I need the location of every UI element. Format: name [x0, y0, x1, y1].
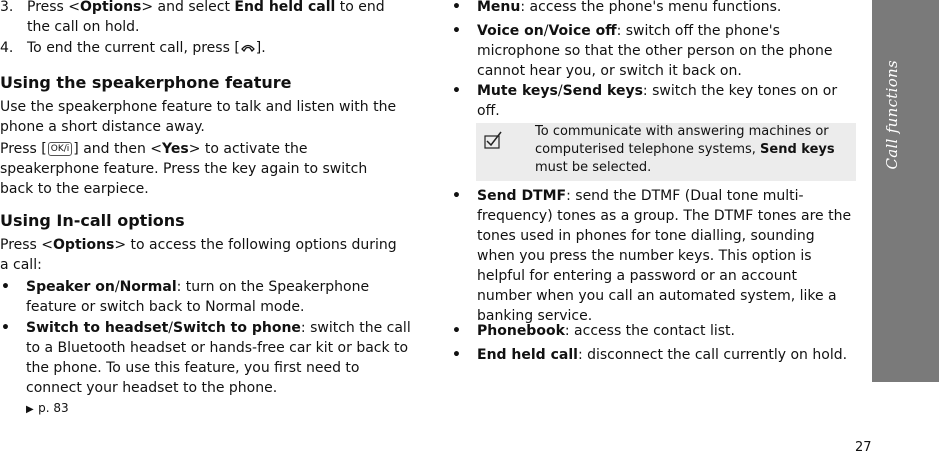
note-box [476, 123, 856, 181]
bullet: • [452, 347, 461, 363]
step-number: 3. [0, 0, 14, 15]
end-call-key-icon [240, 40, 256, 54]
step-text: ]. [255, 40, 266, 56]
step-text: Press < [27, 0, 81, 15]
in-call-intro: Press <Options> to access the following options during a call: [0, 237, 397, 273]
note-text: To communicate with answering machines or computerised telephone systems, Send keys must be selected. [535, 124, 835, 175]
speakerphone-instructions: Press [ OK/i ] and then <Yes> to activate the speakerphone feature. Press the key again to switch back to the earpiece. [0, 141, 368, 197]
options-softkey: Options [53, 237, 115, 253]
page-number: 27 [855, 440, 872, 455]
bullet: • [452, 188, 461, 204]
bullet: • [1, 320, 10, 336]
bullet: • [452, 323, 461, 339]
step-text: to end the call on hold. [27, 0, 385, 35]
bullet: • [452, 83, 461, 99]
speakerphone-intro: Use the speakerphone feature to talk and listen with the phone a short distance away. [0, 99, 397, 135]
chapter-tab-label: Call functions [883, 60, 901, 170]
bullet: • [452, 23, 461, 39]
arrow-right-icon: ▶ [26, 404, 34, 415]
in-call-options-heading: Using In-call options [0, 211, 185, 230]
step-number: 4. [0, 40, 14, 56]
yes-softkey: Yes [162, 141, 189, 157]
speakerphone-heading: Using the speakerphone feature [0, 73, 292, 92]
options-softkey: Options [80, 0, 142, 15]
page-reference: p. 83 [38, 401, 69, 415]
bullet: • [1, 279, 10, 295]
end-held-call-option: End held call [234, 0, 336, 15]
ok-key-icon: OK/i [48, 142, 73, 156]
bullet: • [452, 0, 461, 15]
step-text: > and select [141, 0, 235, 15]
checkmark-icon [484, 131, 502, 149]
step-text: To end the current call, press [ [27, 40, 240, 56]
